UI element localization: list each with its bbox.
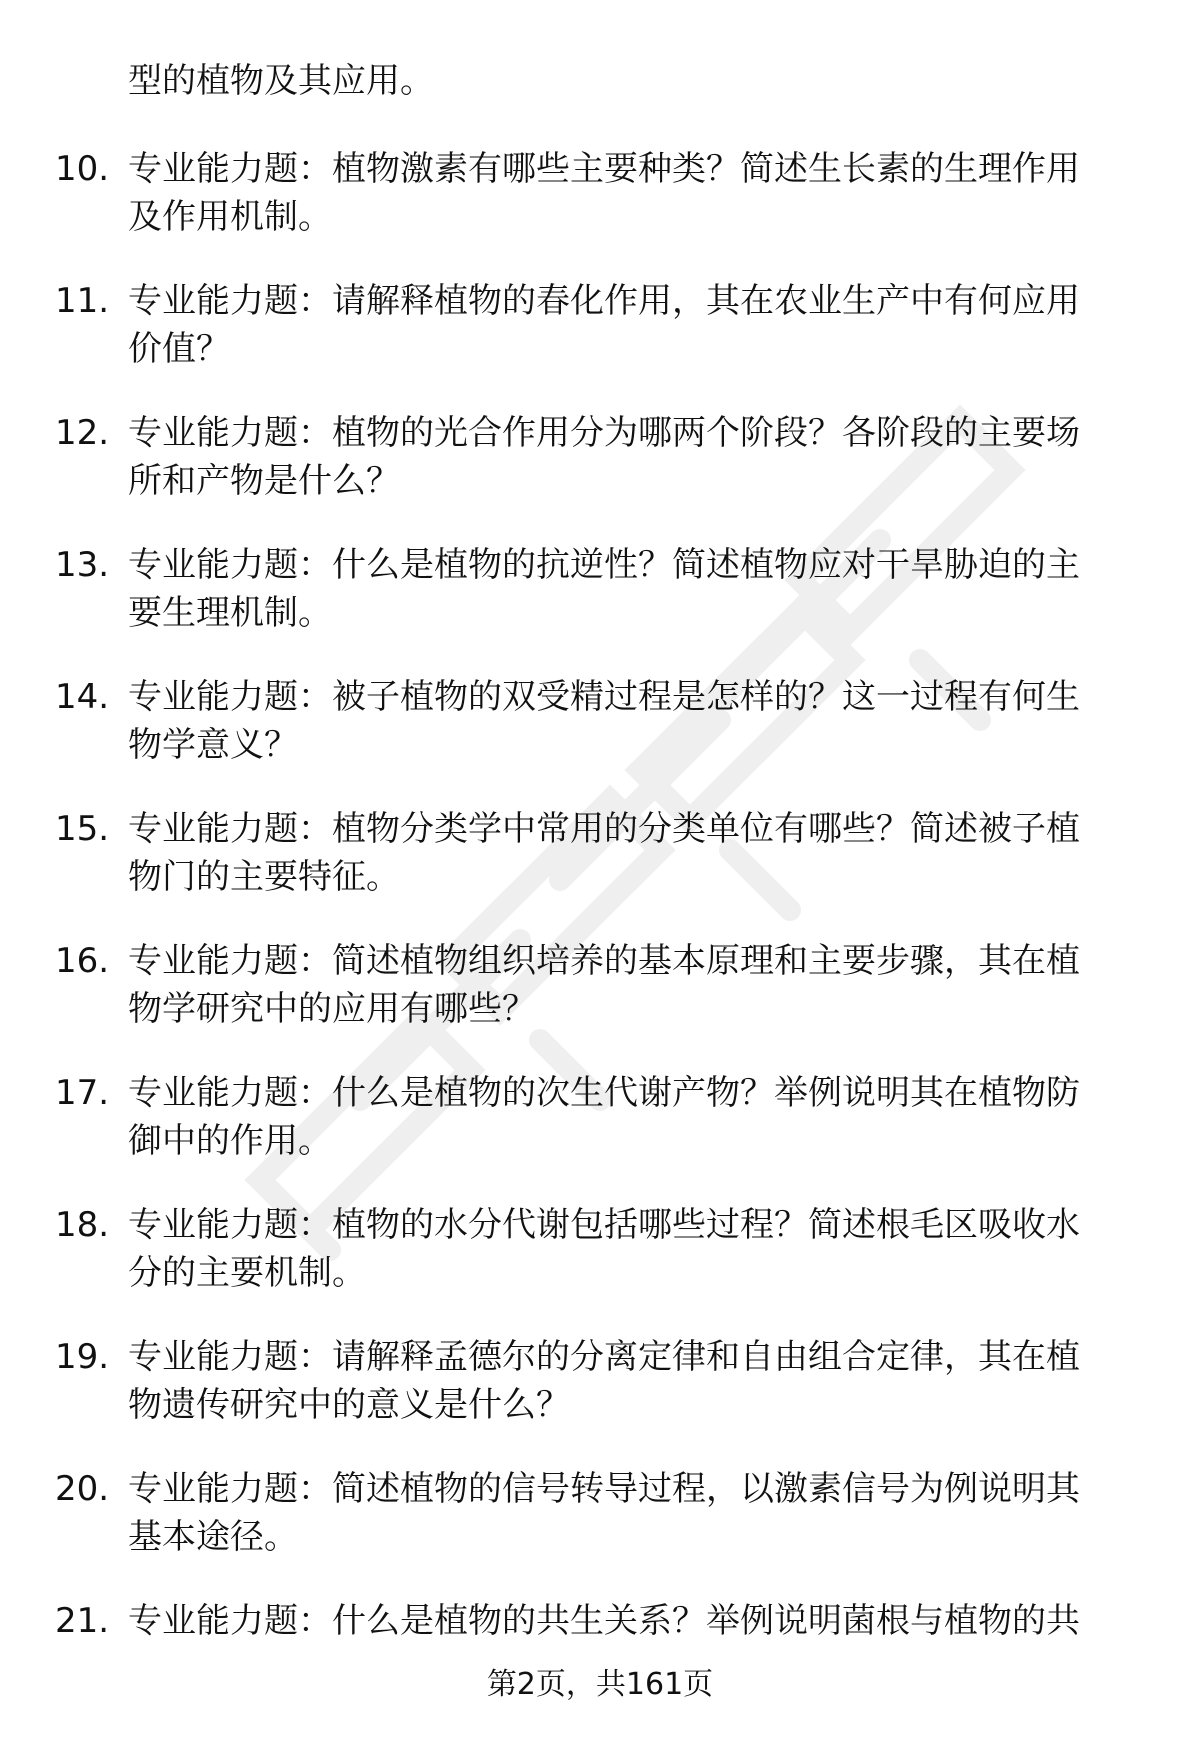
question-item	[0, 272, 1200, 404]
question-line: 专业能力题：植物的光合作用分为哪两个阶段？各阶段的主要场	[128, 413, 1080, 453]
question-line: 专业能力题：请解释孟德尔的分离定律和自由组合定律，其在植	[128, 1337, 1080, 1377]
question-number: 16.	[55, 941, 110, 981]
question-text	[128, 541, 1140, 637]
question-line: 物门的主要特征。	[128, 857, 400, 897]
question-number: 11.	[55, 281, 110, 321]
question-line: 专业能力题：什么是植物的抗逆性？简述植物应对干旱胁迫的主	[128, 545, 1080, 585]
question-text	[128, 277, 1140, 373]
question-item	[0, 1460, 1200, 1592]
question-number: 14.	[55, 677, 110, 717]
page-number-footer: 第2页，共161页	[486, 1667, 714, 1702]
question-line: 分的主要机制。	[128, 1253, 366, 1293]
question-text	[128, 1597, 1140, 1645]
question-line: 物遗传研究中的意义是什么？	[128, 1385, 570, 1425]
question-number: 18.	[55, 1205, 110, 1245]
question-number: 20.	[55, 1469, 110, 1509]
question-item	[0, 140, 1200, 272]
question-line: 专业能力题：植物分类学中常用的分类单位有哪些？简述被子植	[128, 809, 1080, 849]
question-line: 专业能力题：植物激素有哪些主要种类？简述生长素的生理作用	[128, 149, 1080, 189]
continued-question-text: 型的植物及其应用。	[128, 61, 434, 101]
question-number: 10.	[55, 149, 110, 189]
question-text	[128, 1069, 1140, 1165]
question-item	[0, 932, 1200, 1064]
question-line: 物学意义？	[128, 725, 298, 765]
question-line: 及作用机制。	[128, 197, 332, 237]
question-text	[128, 1333, 1140, 1429]
question-number: 19.	[55, 1337, 110, 1377]
question-number: 21.	[55, 1601, 110, 1641]
question-line: 御中的作用。	[128, 1121, 332, 1161]
question-text	[128, 805, 1140, 901]
question-line: 专业能力题：什么是植物的共生关系？举例说明菌根与植物的共	[128, 1601, 1080, 1641]
question-text	[128, 1465, 1140, 1561]
question-line: 所和产物是什么？	[128, 461, 400, 501]
question-item	[0, 1064, 1200, 1196]
question-line: 专业能力题：简述植物的信号转导过程，以激素信号为例说明其	[128, 1469, 1080, 1509]
question-item	[0, 1328, 1200, 1460]
question-line: 专业能力题：请解释植物的春化作用，其在农业生产中有何应用	[128, 281, 1080, 321]
question-text	[128, 145, 1140, 241]
question-line: 要生理机制。	[128, 593, 332, 633]
question-item	[0, 536, 1200, 668]
question-line: 专业能力题：植物的水分代谢包括哪些过程？简述根毛区吸收水	[128, 1205, 1080, 1245]
question-line: 价值？	[128, 329, 230, 369]
question-number: 12.	[55, 413, 110, 453]
question-line: 专业能力题：简述植物组织培养的基本原理和主要步骤，其在植	[128, 941, 1080, 981]
question-text	[128, 937, 1140, 1033]
question-line: 基本途径。	[128, 1517, 298, 1557]
question-text	[128, 1201, 1140, 1297]
question-number: 17.	[55, 1073, 110, 1113]
question-line: 物学研究中的应用有哪些？	[128, 989, 536, 1029]
question-item	[0, 668, 1200, 800]
question-list	[0, 140, 1200, 1724]
question-line: 专业能力题：什么是植物的次生代谢产物？举例说明其在植物防	[128, 1073, 1080, 1113]
question-number: 13.	[55, 545, 110, 585]
question-item	[0, 800, 1200, 932]
question-line: 专业能力题：被子植物的双受精过程是怎样的？这一过程有何生	[128, 677, 1080, 717]
question-number: 15.	[55, 809, 110, 849]
question-item	[0, 1196, 1200, 1328]
question-text	[128, 409, 1140, 505]
question-item	[0, 404, 1200, 536]
question-text	[128, 673, 1140, 769]
